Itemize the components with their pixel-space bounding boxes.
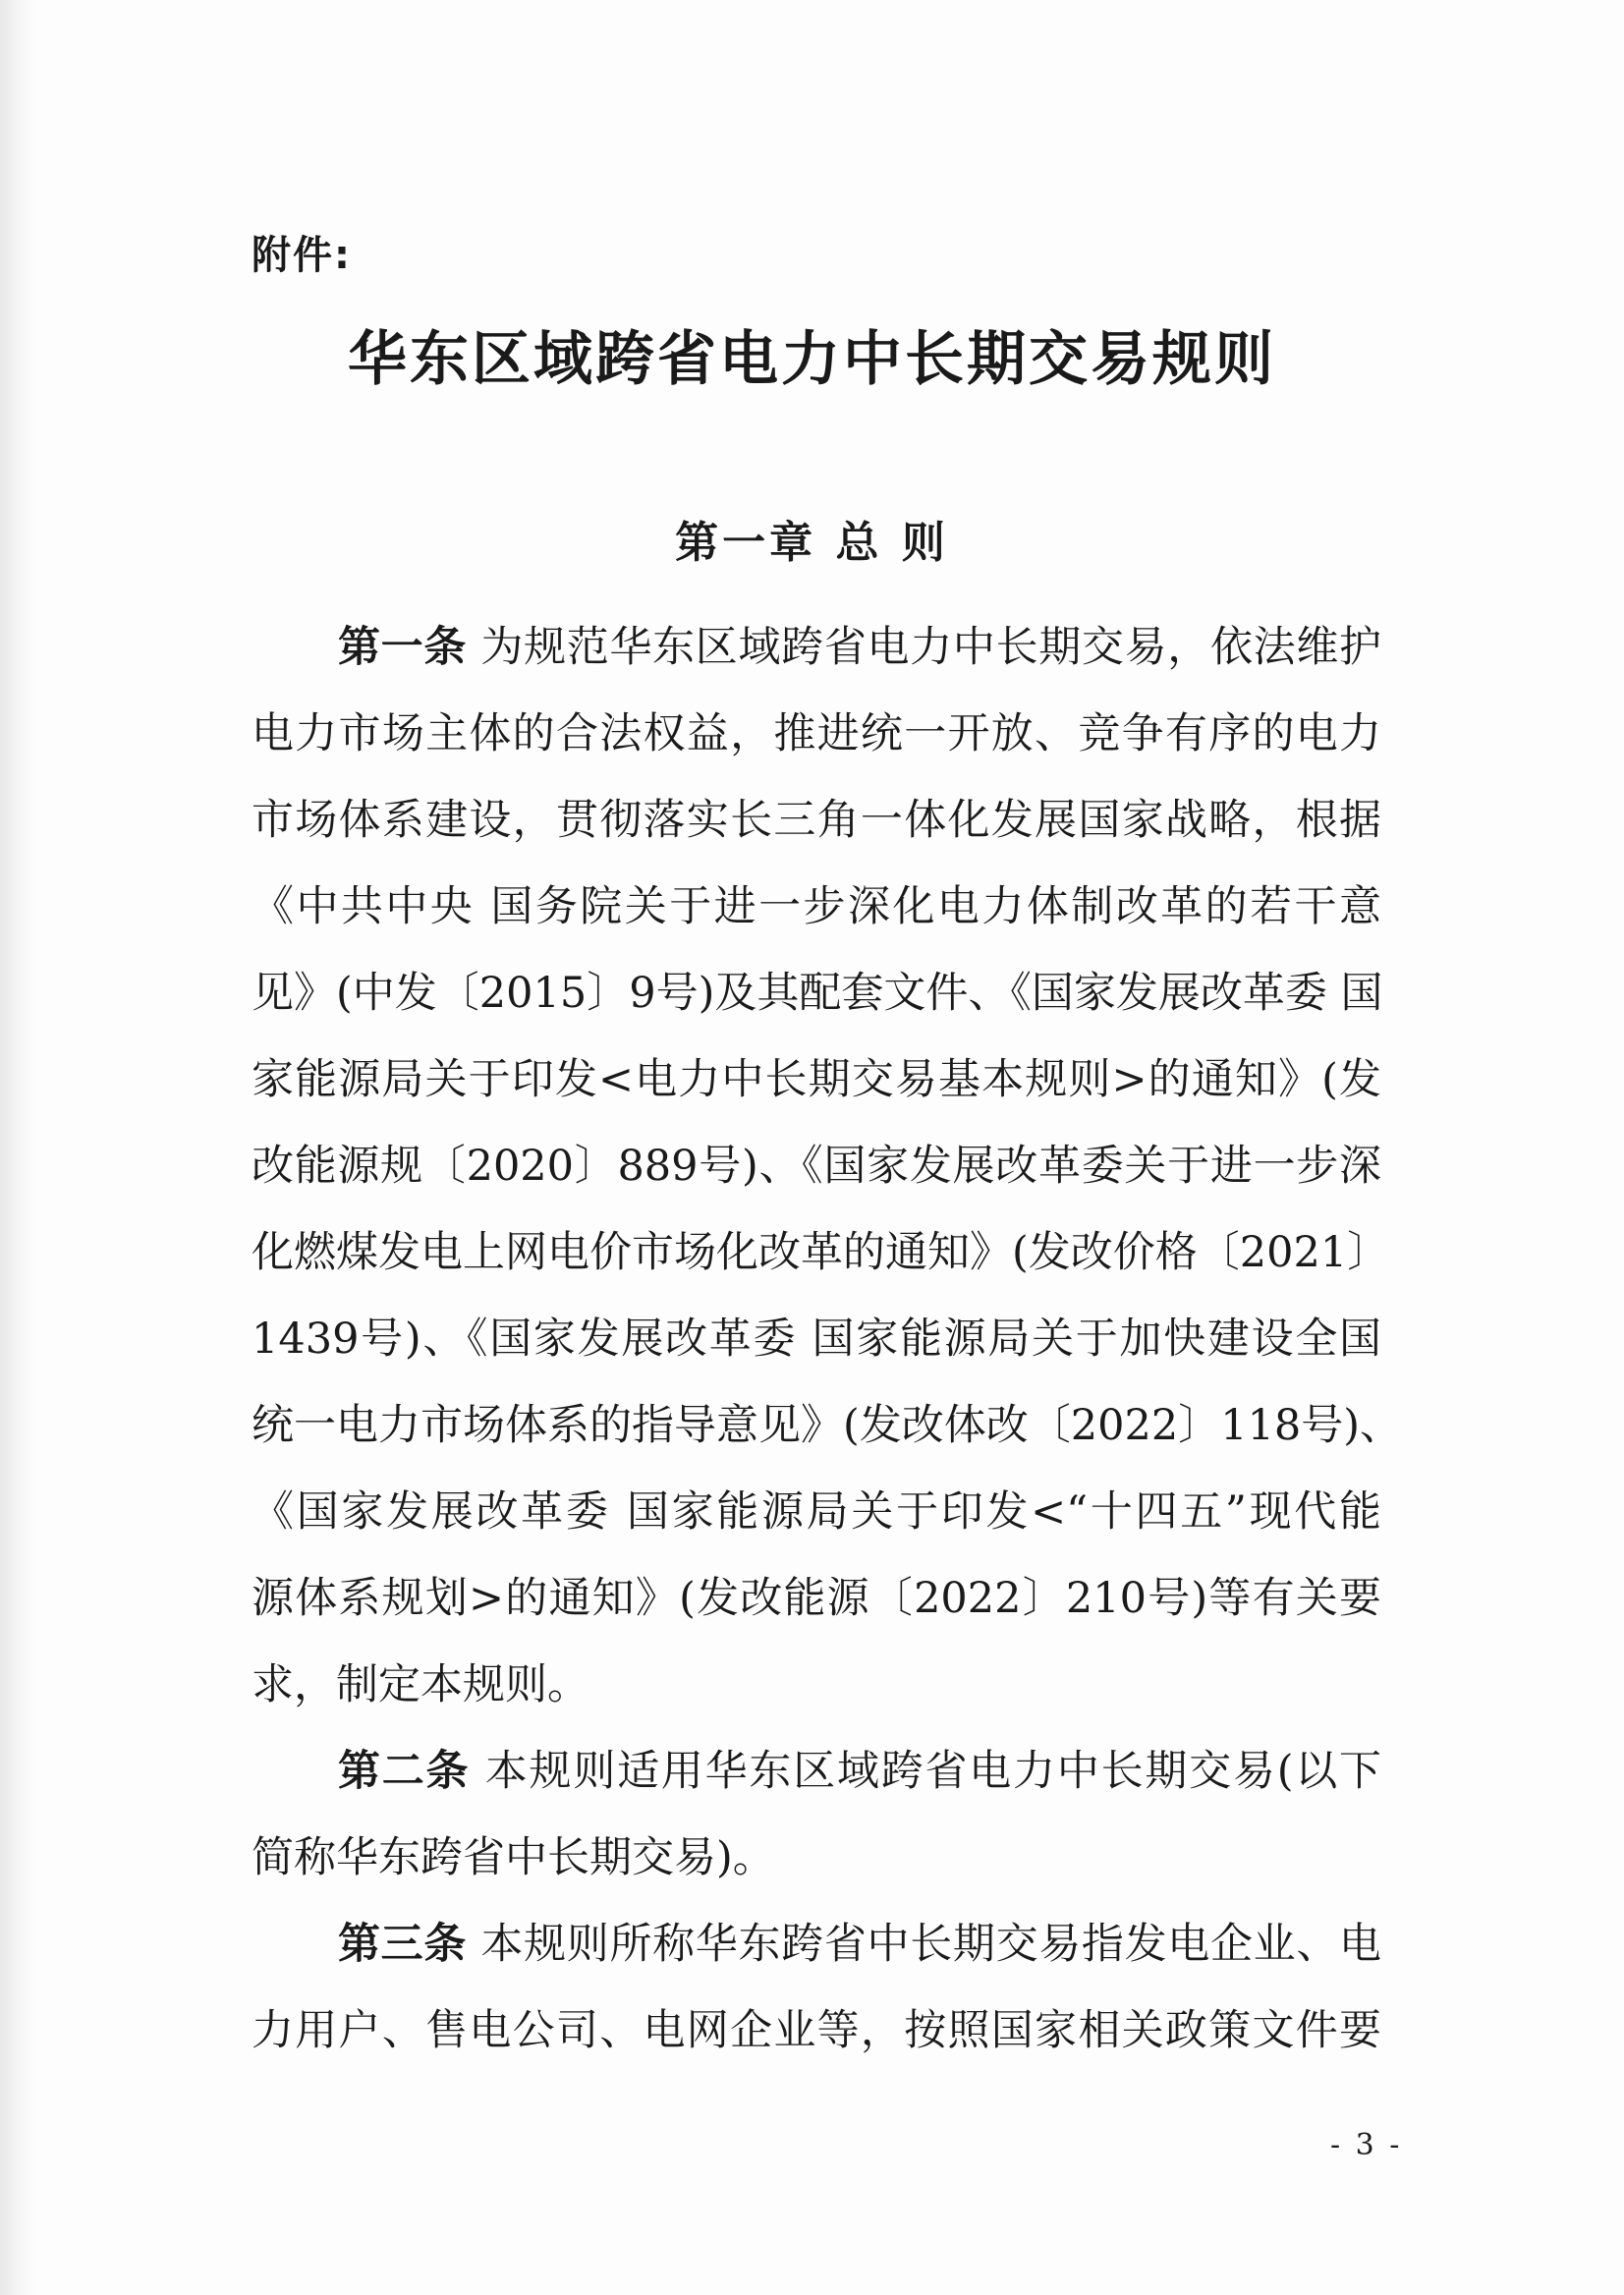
article-1-line-8: 化燃煤发电上网电价市场化改革的通知》(发改价格〔2021〕 <box>252 1228 1390 1277</box>
article-1-line-9: 1439号)、《国家发展改革委 国家能源局关于加快建设全国 <box>252 1315 1381 1364</box>
article-1-line-3: 市场体系建设，贯彻落实长三角一体化发展国家战略，根据 <box>252 796 1381 845</box>
article-2-label: 第二条 <box>338 1747 471 1796</box>
article-1-line-12: 源体系规划>的通知》(发改能源〔2022〕210号)等有关要 <box>252 1574 1381 1623</box>
article-1-text: 为规范华东区域跨省电力中长期交易，依法维护 <box>480 623 1382 672</box>
article-1-line-4: 《中共中央 国务院关于进一步深化电力体制改革的若干意 <box>252 882 1381 931</box>
article-2-line-1 <box>338 1739 1381 1804</box>
page-number: - 3 - <box>1330 2128 1403 2162</box>
article-3-text: 本规则所称华东跨省中长期交易指发电企业、电 <box>480 1920 1382 1969</box>
article-2-line-2: 简称华东跨省中长期交易)。 <box>252 1833 775 1882</box>
article-1-line-10: 统一电力市场体系的指导意见》(发改体改〔2022〕118号)、 <box>252 1401 1403 1450</box>
article-1-line-5: 见》(中发〔2015〕9号)及其配套文件、《国家发展改革委 国 <box>252 969 1383 1018</box>
document-title: 华东区域跨省电力中长期交易规则 <box>348 325 1276 394</box>
article-1-line-1 <box>338 615 1381 680</box>
chapter-heading: 第一章 总 则 <box>675 518 949 568</box>
article-2-text: 本规则适用华东区域跨省电力中长期交易(以下 <box>484 1747 1382 1796</box>
article-1-line-11: 《国家发展改革委 国家能源局关于印发<“十四五”现代能 <box>252 1487 1381 1537</box>
article-1-label: 第一条 <box>338 623 468 672</box>
article-1-line-6: 家能源局关于印发<电力中长期交易基本规则>的通知》(发 <box>252 1055 1381 1104</box>
article-3-line-1 <box>338 1912 1381 1977</box>
article-1-line-13: 求，制定本规则。 <box>252 1660 589 1709</box>
article-1-line-2: 电力市场主体的合法权益，推进统一开放、竞争有序的电力 <box>252 709 1381 758</box>
attachment-label: 附件: <box>252 233 352 278</box>
article-3-label: 第三条 <box>338 1920 468 1969</box>
article-3-line-2: 力用户、售电公司、电网企业等，按照国家相关政策文件要 <box>252 2006 1381 2055</box>
article-1-line-7: 改能源规〔2020〕889号)、《国家发展改革委关于进一步深 <box>252 1142 1381 1191</box>
